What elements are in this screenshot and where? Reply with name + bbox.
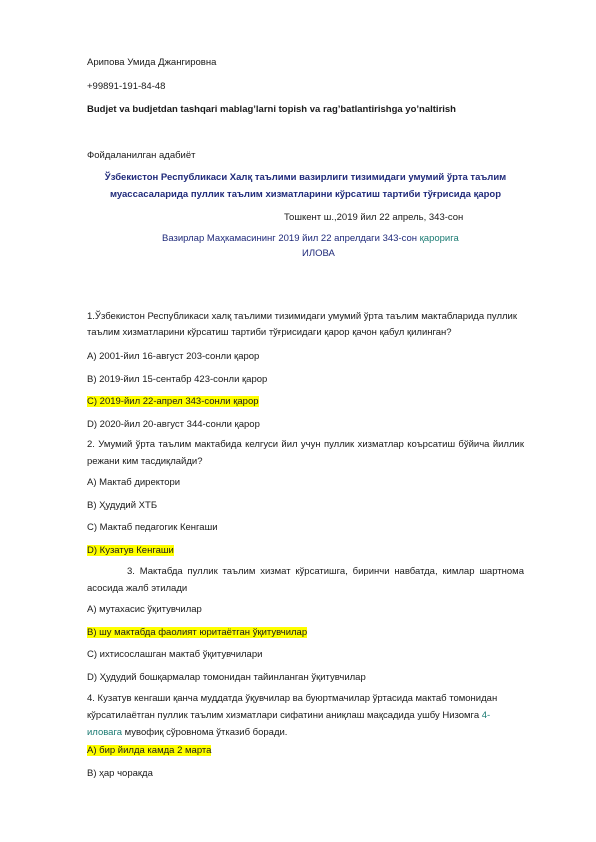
question-4-text — [87, 690, 524, 741]
q2-option-d — [87, 545, 174, 556]
q3-option-a: A) мутахасис ўқитувчилар — [87, 604, 202, 615]
q3-option-d: D) Ҳудудий бошқармалар томонидан тайинланган ўқитувчилар — [87, 672, 366, 683]
question-1-line1: 1.Ўзбекистон Республикаси халқ таълими тизимидаги умумий ўрта таълим мактабларида пуллик — [87, 311, 517, 322]
q1-option-b: B) 2019-йил 15-сентабр 423-сонли қарор — [87, 374, 268, 385]
q1-option-c-highlight: C) 2019-йил 22-апрел 343-сонли қарор — [87, 396, 259, 407]
decree-link[interactable]: қарорига — [419, 233, 459, 244]
q3-option-c: C) ихтисослашган мактаб ўқитувчилари — [87, 649, 263, 660]
question-1-line2: таълим хизматларини кўрсатиш тартиби тўғрисидаги қарор қачон қабул қилинган? — [87, 327, 452, 338]
q4-option-a — [87, 745, 211, 756]
decree-reference — [162, 233, 459, 244]
question-3-text: 3. Мактабда пуллик таълим хизмат кўрсатишга, биринчи навбатда, кимлар шартнома асосида жалб этилади — [87, 566, 524, 594]
q2-option-b: B) Ҳудудий ХТБ — [87, 500, 158, 511]
annex-4-link[interactable]: 4-иловага — [87, 710, 491, 738]
q2-option-a: A) Мактаб директори — [87, 477, 181, 488]
annex-label: ИЛОВА — [302, 248, 335, 259]
references-heading: Фойдаланилган адабиёт — [87, 150, 196, 161]
decree-reference-text: Вазирлар Маҳкамасининг 2019 йил 22 апрелдаги 343-сон — [162, 233, 420, 244]
author-name: Арипова Умида Джангировна — [87, 57, 217, 68]
question-4-text-end: мувофиқ сўровнома ўтказиб боради. — [122, 727, 288, 738]
question-4-text-start: 4. Кузатув кенгаши қанча муддатда ўқувчилар ва буюртмачилар ўртасида мактаб томонидан кўрсатилаётган пуллик таълим хизматлари сифатини аниқлаш мақсадида ушбу Низомга — [87, 693, 498, 721]
decree-title-line1: Ўзбекистон Республикаси Халқ таълими вазирлиги тизимидаги умумий ўрта таълим — [104, 172, 507, 183]
document-topic: Budjet va budjetdan tashqari mablag’larni topish va rag’batlantirishga yo’naltirish — [87, 104, 456, 115]
q1-option-a: A) 2001-йил 16-август 203-сонли қарор — [87, 351, 260, 362]
q2-option-d-highlight: D) Кузатув Кенгаши — [87, 545, 174, 556]
q3-option-b-highlight: B) шу мактабда фаолият юритаётган ўқитувчилар — [87, 627, 308, 638]
phone-number: +99891-191-84-48 — [87, 81, 166, 92]
q4-option-b: B) ҳар чоракда — [87, 768, 153, 779]
q4-option-a-highlight: A) бир йилда камда 2 марта — [87, 745, 212, 756]
q3-option-b — [87, 627, 307, 638]
q2-option-c: C) Мактаб педагогик Кенгаши — [87, 522, 218, 533]
decree-place-date: Тошкент ш.,2019 йил 22 апрель, 343-сон — [284, 212, 464, 223]
q1-option-d: D) 2020-йил 20-август 344-сонли қарор — [87, 419, 260, 430]
q1-option-c — [87, 396, 259, 407]
question-2-text: 2. Умумий ўрта таълим мактабида келгуси йил учун пуллик хизматлар коърсатиш бўйича йиллик режани ким тасдиқлайди? — [87, 439, 524, 467]
decree-title-line2: муассасаларида пуллик таълим хизматларини кўрсатиш тартиби тўғрисида қарор — [109, 189, 502, 200]
